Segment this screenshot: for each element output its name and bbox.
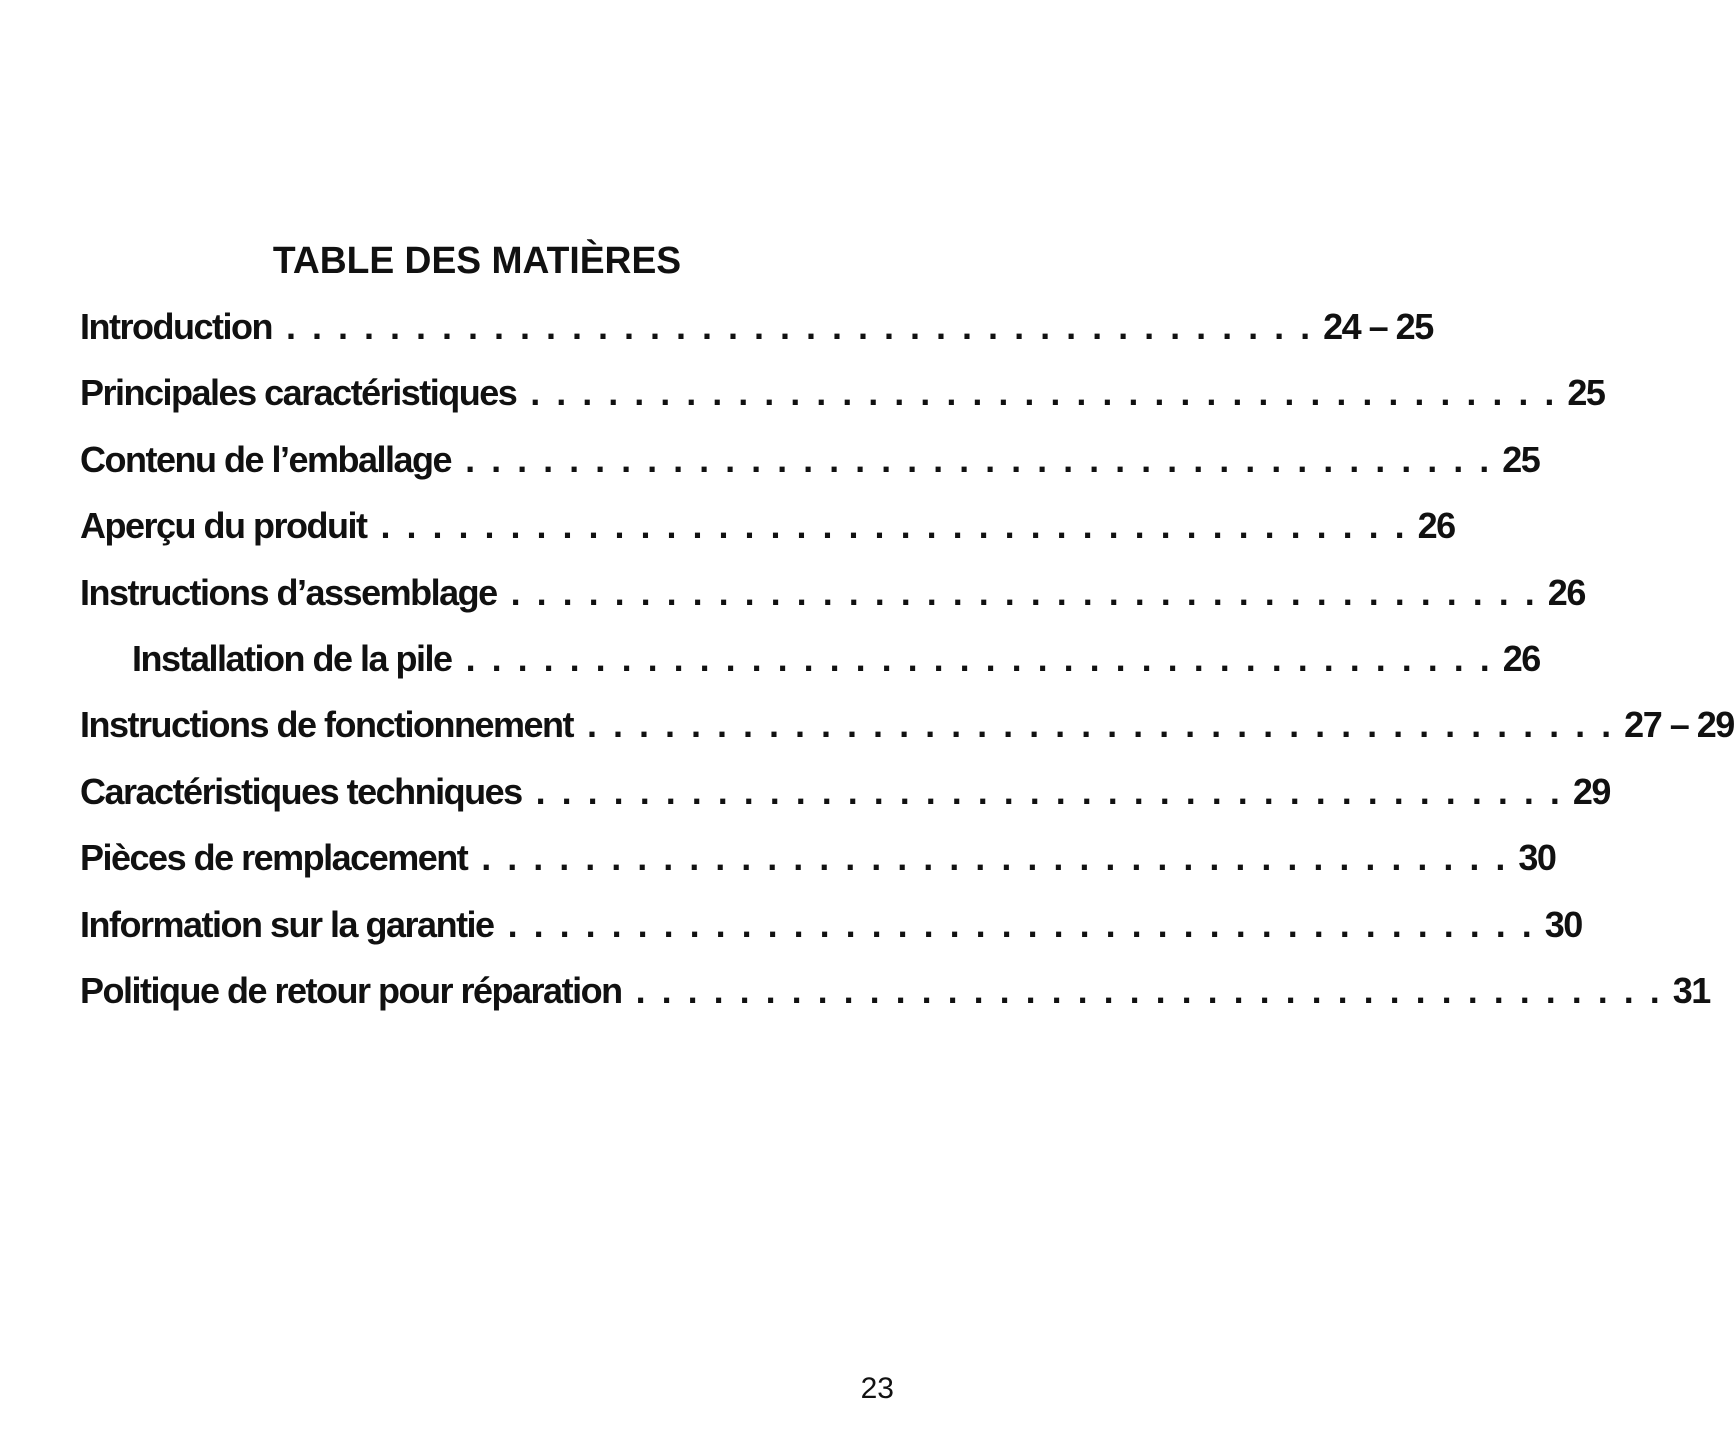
toc-entry-principales-caracteristiques[interactable]	[80, 372, 1605, 438]
toc-entry-label: Installation de la pile	[132, 637, 452, 679]
dot-leader: . . . . . . . . . . . . . . . . . . . . . . . . . . . . . . . . . . . . . . . .	[587, 704, 1615, 746]
dot-leader: . . . . . . . . . . . . . . . . . . . . . . . . . . . . . . . . . . . . . . . .	[380, 505, 1408, 547]
toc-entry-label: Principales caractéristiques	[80, 372, 517, 414]
dot-leader: . . . . . . . . . . . . . . . . . . . . . . . . . . . . . . . . . . . . . . . .	[507, 903, 1535, 945]
toc-entry-page: 25	[1502, 438, 1540, 480]
toc-entry-page: 26	[1502, 637, 1540, 679]
toc-entry-page: 26	[1547, 571, 1585, 613]
toc-entry-label: Instructions d’assemblage	[80, 571, 497, 613]
toc-entry-page: 24 – 25	[1323, 306, 1433, 347]
toc-entry-label: Introduction	[80, 306, 272, 347]
toc-entry-information-garantie[interactable]	[80, 903, 1582, 970]
page-number: 23	[860, 1372, 894, 1405]
toc-entry-label: Contenu de l’emballage	[80, 438, 452, 480]
toc-entry-page: 27 – 29	[1624, 704, 1734, 746]
toc-entry-introduction[interactable]	[80, 306, 1433, 372]
toc-entry-label: Politique de retour pour réparation	[80, 969, 622, 1011]
toc-entry-caracteristiques-techniques[interactable]	[80, 770, 1610, 837]
dot-leader: . . . . . . . . . . . . . . . . . . . . . . . . . . . . . . . . . . . . . . . .	[530, 372, 1558, 414]
toc-entry-page: 25	[1567, 372, 1605, 414]
dot-leader: . . . . . . . . . . . . . . . . . . . . . . . . . . . . . . . . . . . . . . . .	[465, 637, 1493, 679]
toc-entry-page: 31	[1672, 969, 1710, 1011]
toc-entry-label: Pièces de remplacement	[80, 837, 468, 879]
toc-entry-politique-retour[interactable]	[80, 969, 1710, 1036]
toc-entry-label: Instructions de fonctionnement	[80, 704, 574, 746]
toc-entry-installation-pile[interactable]	[80, 637, 1540, 704]
toc-entry-instructions-assemblage[interactable]	[80, 571, 1585, 638]
dot-leader: . . . . . . . . . . . . . . . . . . . . . . . . . . . . . . . . . . . . . . . .	[535, 770, 1563, 812]
toc-entry-page: 29	[1572, 770, 1610, 812]
dot-leader: . . . . . . . . . . . . . . . . . . . . . . . . . . . . . . . . . . . . . . . .	[635, 969, 1663, 1011]
dot-leader: . . . . . . . . . . . . . . . . . . . . . . . . . . . . . . . . . . . . . . . .	[481, 837, 1509, 879]
toc-entry-label: Caractéristiques techniques	[80, 770, 522, 812]
dot-leader: . . . . . . . . . . . . . . . . . . . . . . . . . . . . . . . . . . . . . . . .	[285, 306, 1314, 347]
toc-entry-pieces-remplacement[interactable]	[80, 837, 1556, 903]
toc-entry-contenu-emballage[interactable]	[80, 438, 1540, 505]
toc-entry-instructions-fonctionnement[interactable]	[80, 704, 1734, 770]
dot-leader: . . . . . . . . . . . . . . . . . . . . . . . . . . . . . . . . . . . . . . . .	[510, 571, 1538, 613]
toc-title: TABLE DES MATIÈRES	[272, 240, 682, 282]
toc-entry-label: Aperçu du produit	[80, 505, 367, 547]
dot-leader: . . . . . . . . . . . . . . . . . . . . . . . . . . . . . . . . . . . . . . . .	[465, 438, 1493, 480]
toc-entry-page: 30	[1544, 903, 1582, 945]
toc-list	[80, 306, 1734, 1036]
toc-entry-page: 26	[1417, 505, 1455, 547]
toc-entry-apercu-produit[interactable]	[80, 505, 1455, 571]
toc-entry-label: Information sur la garantie	[80, 903, 494, 945]
toc-entry-page: 30	[1518, 837, 1556, 879]
